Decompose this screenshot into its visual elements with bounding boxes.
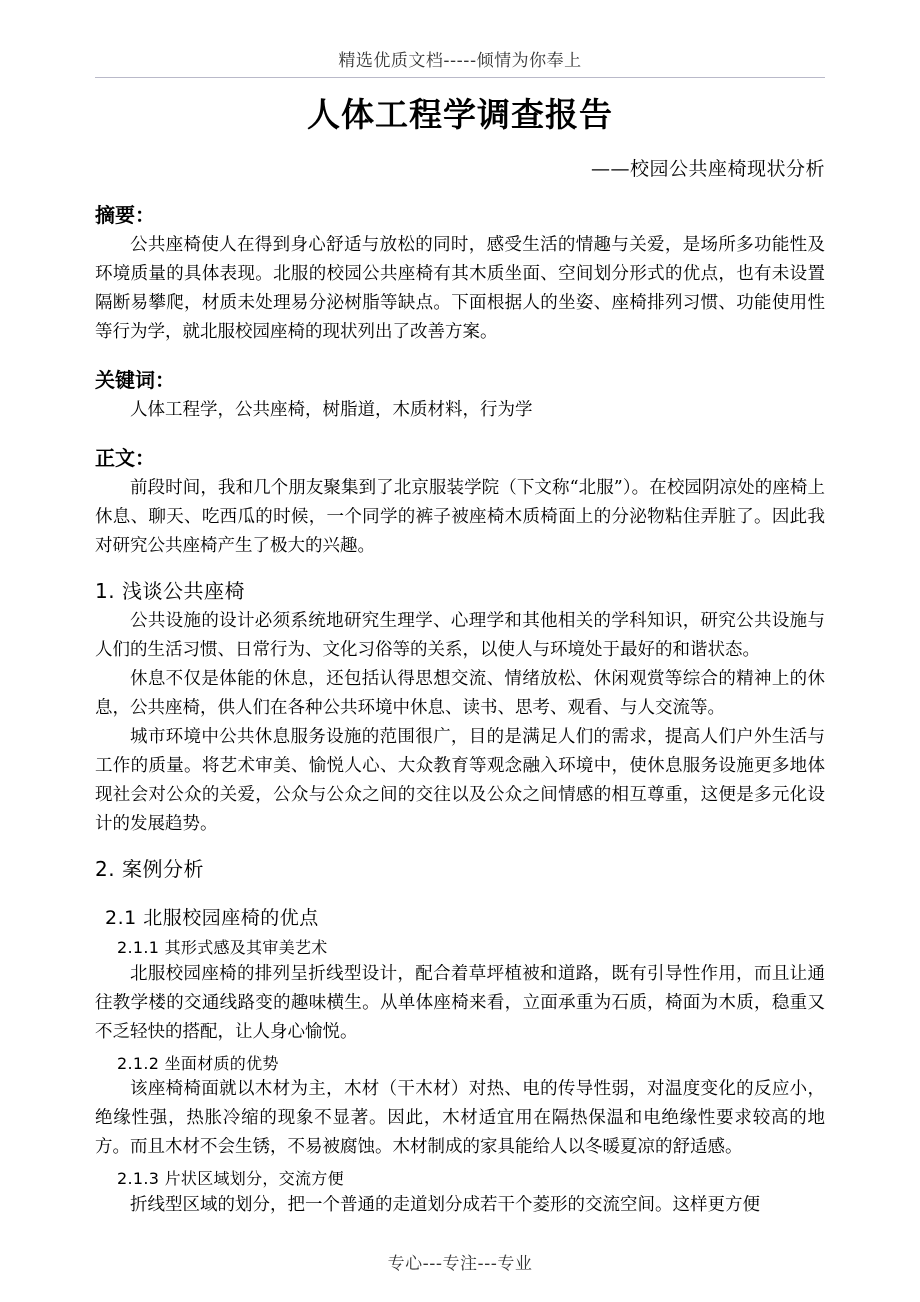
page-subtitle: ——校园公共座椅现状分析: [590, 158, 825, 181]
abstract-body: 公共座椅使人在得到身心舒适与放松的同时，感受生活的情趣与关爱，是场所多功能性及环境质量的具体表现。北服的校园公共座椅有其木质坐面、空间划分形式的优点，也有未设置隔断易攀爬，材质未处理易分泌树脂等缺点。下面根据人的坐姿、座椅排列习惯、功能使用性等行为学，就北服校园座椅的现状列出了改善方案。: [95, 234, 825, 342]
running-header: [95, 0, 825, 78]
section-1-paragraph-1: 公共设施的设计必须系统地研究生理学、心理学和其他相关的学科知识，研究公共设施与人们的生活习惯、日常行为、文化习俗等的关系，以使人与环境处于最好的和谐状态。: [95, 610, 825, 660]
keywords-body: 人体工程学，公共座椅，树脂道，木质材料，行为学: [130, 399, 533, 420]
running-footer: 专心---专注---专业: [387, 1254, 533, 1274]
running-header-text: 精选优质文档-----倾情为你奉上: [338, 51, 582, 71]
header-divider: [95, 77, 825, 78]
maintext-label: 正文：: [95, 445, 155, 470]
section-2-1-1-heading: 2.1.1 其形式感及其审美艺术: [117, 938, 328, 958]
section-1-paragraph-3: 城市环境中公共休息服务设施的范围很广，目的是满足人们的需求，提高人们户外生活与工作的质量。将艺术审美、愉悦人心、大众教育等观念融入环境中，使休息服务设施更多地体现社会对公众的关爱，公众与公众之间的交往以及公众之间情感的相互尊重，这便是多元化设计的发展趋势。: [95, 726, 825, 834]
section-2-1-heading: 2.1 北服校园座椅的优点: [105, 906, 319, 929]
section-2-1-3-heading: 2.1.3 片状区域划分，交流方便: [117, 1169, 344, 1189]
section-2-1-3-body: 折线型区域的划分，把一个普通的走道划分成若干个菱形的交流空间。这样更方便: [130, 1194, 760, 1215]
keywords-label: 关键词：: [95, 367, 175, 392]
section-1-heading: 1. 浅谈公共座椅: [95, 578, 245, 603]
section-2-1-2-body: 该座椅椅面就以木材为主，木材（干木材）对热、电的传导性弱，对温度变化的反应小，绝缘性强，热胀冷缩的现象不显著。因此，木材适宜用在隔热保温和电绝缘性要求较高的地方。而且木材不会生锈，不易被腐蚀。木材制成的家具能给人以冬暖夏凉的舒适感。: [95, 1079, 825, 1158]
page-title: 人体工程学调查报告: [307, 94, 613, 134]
section-2-1-1-body: 北服校园座椅的排列呈折线型设计，配合着草坪植被和道路，既有引导性作用，而且让通往教学楼的交通线路变的趣味横生。从单体座椅来看，立面承重为石质，椅面为木质，稳重又不乏轻快的搭配，让人身心愉悦。: [95, 963, 825, 1042]
abstract-label: 摘要：: [95, 202, 155, 227]
section-1-paragraph-2: 休息不仅是体能的休息，还包括认得思想交流、情绪放松、休闲观赏等综合的精神上的休息，公共座椅，供人们在各种公共环境中休息、读书、思考、观看、与人交流等。: [95, 668, 825, 718]
section-2-1-2-heading: 2.1.2 坐面材质的优势: [117, 1053, 279, 1073]
section-2-heading: 2. 案例分析: [95, 856, 204, 881]
maintext-body: 前段时间，我和几个朋友聚集到了北京服装学院（下文称“北服”）。在校园阴凉处的座椅上休息、聊天、吃西瓜的时候，一个同学的裤子被座椅木质椅面上的分泌物粘住弄脏了。因此我对研究公共座椅产生了极大的兴趣。: [95, 477, 825, 556]
